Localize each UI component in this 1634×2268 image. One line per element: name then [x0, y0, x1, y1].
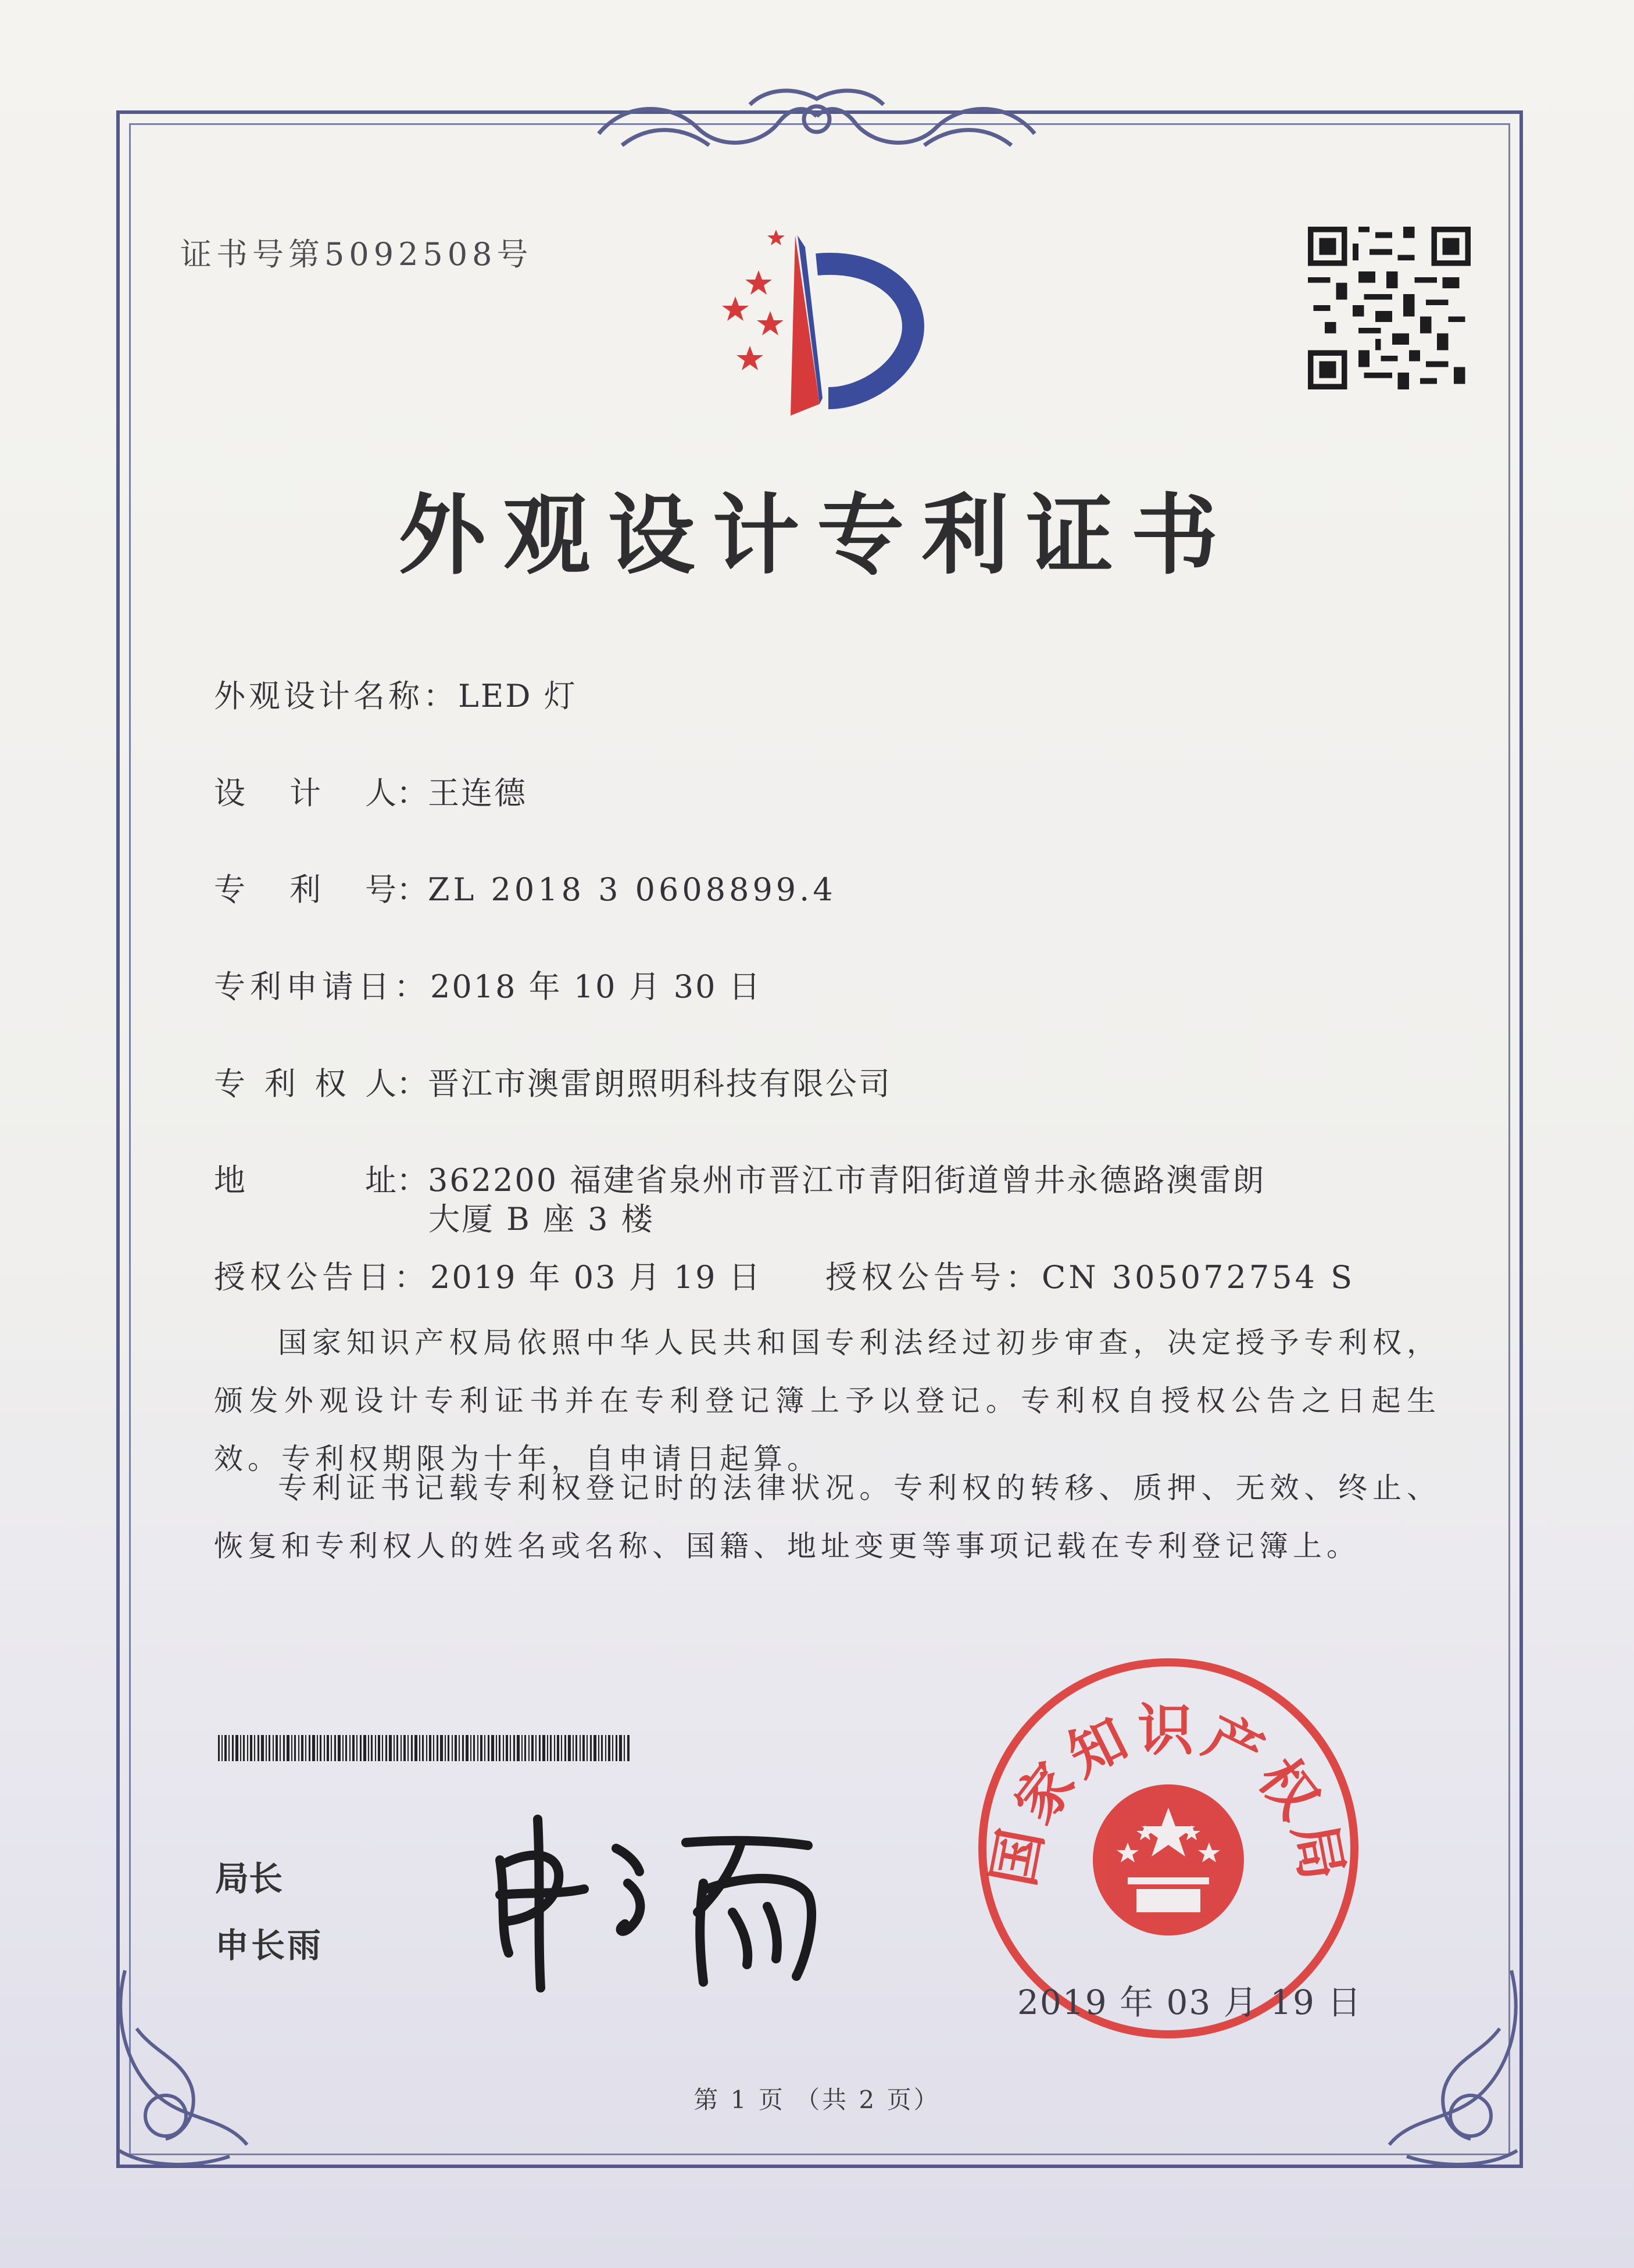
designer-row [214, 768, 527, 813]
label-char: 专 [214, 871, 245, 908]
filing-date-label: 专利申请日： [214, 968, 430, 1005]
bottom-right-ornament [1360, 1959, 1535, 2180]
design-name-row [214, 671, 577, 716]
design-name-label: 外观设计名称： [214, 678, 458, 714]
statement-paragraph-2: 专利证书记载专利权登记时的法律状况。专利权的转移、质押、无效、终止、恢复和专利权人的姓名或名称、国籍、地址变更等事项记载在专利登记簿上。 [214, 1471, 1440, 1563]
seal-date: 2019 年 03 月 19 日 [1017, 1983, 1363, 2022]
patentee-value: 晋江市澳雷朗照明科技有限公司 [428, 1065, 892, 1102]
label-char: 计 [289, 775, 321, 811]
label-char: 利 [289, 871, 321, 908]
certificate-number: 证书号第5092508号 [180, 236, 533, 273]
label-char: 人： [365, 775, 428, 811]
grant-number-label: 授权公告号： [825, 1259, 1042, 1296]
label-char: 专 [214, 1065, 245, 1102]
label-char: 利 [264, 1065, 296, 1102]
label-char: 址： [365, 1162, 428, 1199]
statement-paragraph-1: 国家知识产权局依照中华人民共和国专利法经过初步审查，决定授予专利权，颁发外观设计专利证书并在专利登记簿上予以登记。专利权自授权公告之日起生效。专利权期限为十年，自申请日起算。 [214, 1326, 1440, 1476]
patent-number-value: ZL 2018 3 0608899.4 [428, 871, 836, 908]
address-line2: 大厦 B 座 3 楼 [428, 1201, 655, 1237]
grant-date-label: 授权公告日： [214, 1259, 430, 1296]
grant-date-row [214, 1253, 762, 1297]
page-number: 第 1 页 （共 2 页） [693, 2085, 941, 2114]
label-char: 权 [314, 1065, 346, 1102]
top-ornament [575, 81, 1058, 169]
patent-number-row [214, 865, 836, 910]
director-title: 局长 [215, 1859, 283, 1898]
qr-code-icon [1308, 227, 1471, 389]
grant-number-value: CN 305072754 S [1042, 1259, 1356, 1296]
patentee-row [214, 1059, 892, 1104]
grant-number-row [825, 1253, 1355, 1297]
barcode-icon [218, 1735, 631, 1761]
patent-emblem-icon [703, 224, 947, 421]
certificate-title: 外观设计专利证书 [398, 485, 1236, 586]
grant-date-value: 2019 年 03 月 19 日 [430, 1259, 762, 1296]
label-char: 地 [214, 1162, 245, 1199]
design-name-value: LED 灯 [458, 678, 577, 714]
label-char: 号： [365, 871, 428, 908]
address-line1: 362200 福建省泉州市晋江市青阳街道曾井永德路澳雷朗 [428, 1162, 1266, 1199]
filing-date-row [214, 962, 762, 1007]
signature-icon [482, 1808, 843, 1994]
label-char: 人： [364, 1065, 428, 1102]
designer-value: 王连德 [428, 775, 527, 811]
label-char: 设 [214, 775, 245, 811]
bottom-left-ornament [102, 1959, 276, 2180]
seal-text: 国家知识产权局 [980, 1697, 1357, 1891]
address-row [214, 1156, 1265, 1200]
filing-date-value: 2018 年 10 月 30 日 [430, 968, 762, 1005]
director-name: 申长雨 [215, 1926, 324, 1965]
